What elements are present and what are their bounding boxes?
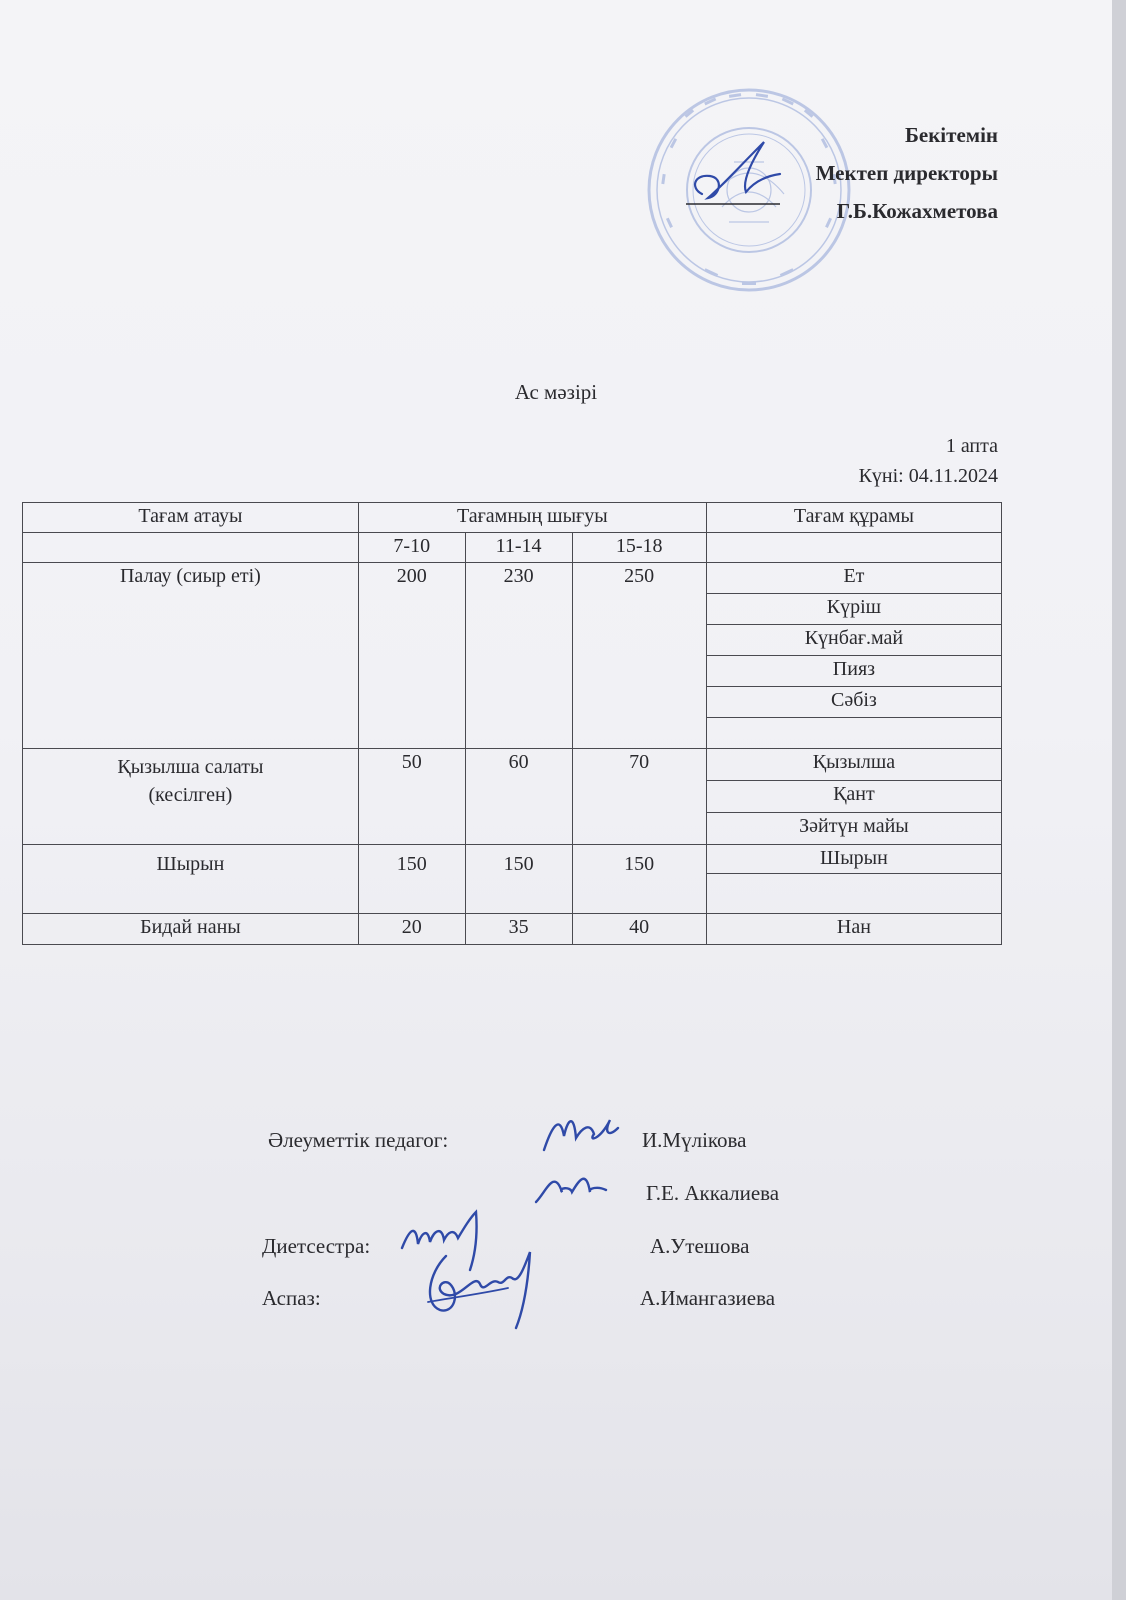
table-row bbox=[23, 749, 1002, 781]
portion-value: 150 bbox=[572, 845, 706, 914]
dish-name: Бидай наны bbox=[23, 914, 359, 945]
approval-block bbox=[816, 116, 998, 230]
portion-value: 250 bbox=[572, 563, 706, 749]
signature-imangazieva bbox=[420, 1244, 550, 1334]
signature-mulikova bbox=[538, 1106, 620, 1160]
portion-value: 150 bbox=[358, 845, 465, 914]
ingredient: Сәбіз bbox=[706, 687, 1001, 718]
ingredient: Шырын bbox=[706, 845, 1001, 874]
menu-meta bbox=[859, 431, 998, 491]
age-group: 15-18 bbox=[572, 533, 706, 563]
ingredient: Күріш bbox=[706, 594, 1001, 625]
social-pedagog-name-1: И.Мүлікова bbox=[642, 1128, 747, 1152]
date-label: Күні: 04.11.2024 bbox=[858, 465, 998, 487]
signature-akkalieva bbox=[532, 1162, 610, 1208]
director-signature bbox=[680, 136, 800, 212]
social-pedagog-label: Әлеуметтік педагог: bbox=[268, 1128, 449, 1152]
ingredient bbox=[706, 718, 1001, 749]
portion-value: 200 bbox=[358, 563, 465, 749]
table-header-row bbox=[23, 503, 1002, 533]
week-label: 1 апта bbox=[945, 435, 998, 457]
page-edge bbox=[1112, 0, 1126, 1600]
social-pedagog-name-2: Г.Е. Аккалиева bbox=[646, 1181, 780, 1205]
dietitian-label: Диетсестра: bbox=[262, 1234, 371, 1258]
portion-value: 50 bbox=[358, 749, 465, 845]
portion-value: 230 bbox=[465, 563, 572, 749]
ingredient: Нан bbox=[706, 914, 1001, 945]
portion-value: 40 bbox=[572, 914, 706, 945]
menu-table bbox=[22, 502, 1002, 945]
portion-value: 35 bbox=[465, 914, 572, 945]
ingredient: Пияз bbox=[706, 656, 1001, 687]
approval-line-3: Г.Б.Кожахметова bbox=[836, 199, 998, 223]
approval-line-2: Мектеп директоры bbox=[815, 161, 998, 185]
cook-label: Аспаз: bbox=[262, 1286, 321, 1310]
portion-value: 70 bbox=[572, 749, 706, 845]
dish-name: Қызылша салаты (кесілген) bbox=[23, 749, 359, 845]
table-row bbox=[23, 563, 1002, 594]
header-composition: Тағам құрамы bbox=[706, 503, 1001, 533]
cook-name: А.Имангазиева bbox=[640, 1286, 776, 1310]
approval-line-1: Бекітемін bbox=[904, 123, 998, 147]
dish-name: Палау (сиыр еті) bbox=[23, 563, 359, 749]
ingredient: Күнбағ.май bbox=[706, 625, 1001, 656]
dietitian-name: А.Утешова bbox=[650, 1234, 750, 1258]
ingredient: Қант bbox=[706, 781, 1001, 813]
ingredient: Қызылша bbox=[706, 749, 1001, 781]
portion-value: 150 bbox=[465, 845, 572, 914]
dish-name: Шырын bbox=[23, 845, 359, 914]
table-row bbox=[23, 914, 1002, 945]
header-output: Тағамның шығуы bbox=[358, 503, 706, 533]
table-age-row bbox=[23, 533, 1002, 563]
page-title: Ас мәзірі bbox=[514, 380, 598, 404]
ingredient bbox=[706, 874, 1001, 914]
ingredient: Ет bbox=[706, 563, 1001, 594]
ingredient: Зәйтүн майы bbox=[706, 813, 1001, 845]
age-group: 11-14 bbox=[465, 533, 572, 563]
table-row bbox=[23, 845, 1002, 874]
portion-value: 20 bbox=[358, 914, 465, 945]
portion-value: 60 bbox=[465, 749, 572, 845]
age-group: 7-10 bbox=[358, 533, 465, 563]
header-name: Тағам атауы bbox=[23, 503, 359, 533]
